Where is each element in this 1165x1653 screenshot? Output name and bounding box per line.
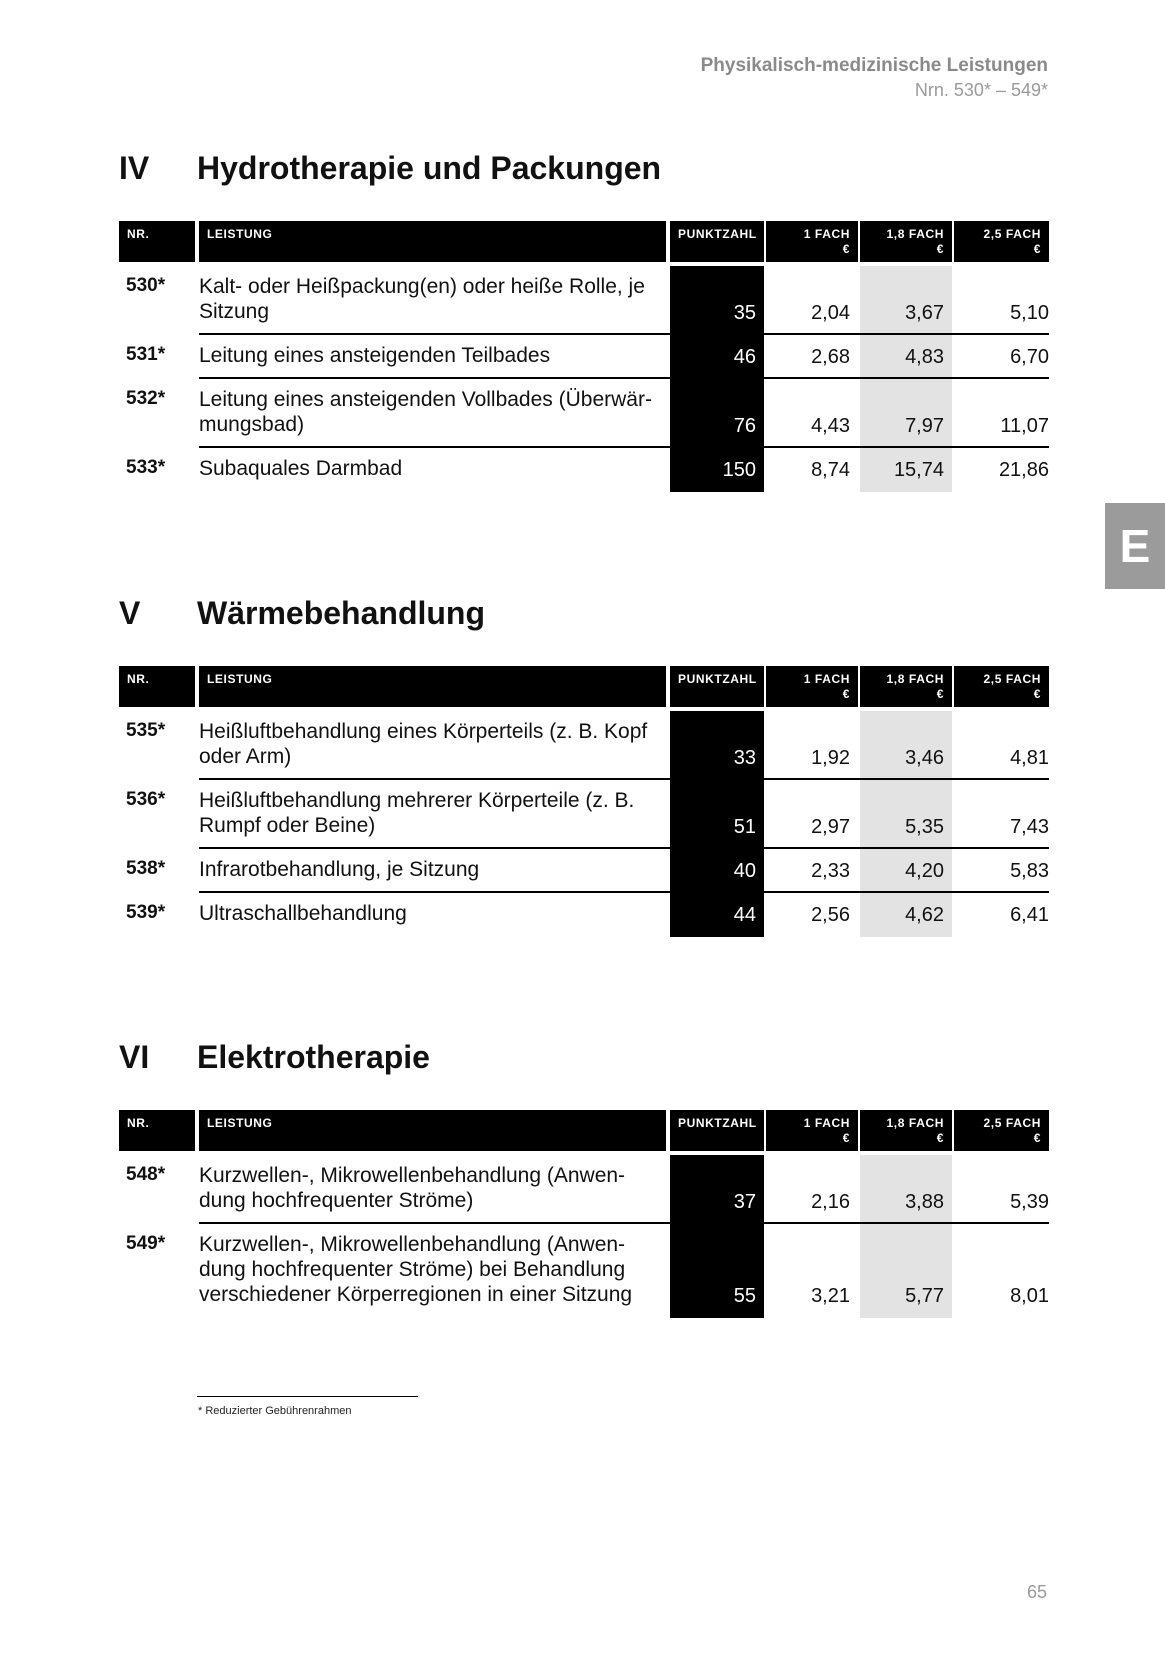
section-title: Hydrotherapie und Packungen (197, 150, 662, 186)
section-tab-e: E (1105, 503, 1165, 589)
table-row (119, 711, 1049, 780)
currency-label: € (1033, 1131, 1041, 1145)
section-heading (119, 588, 1049, 638)
col-header-leistung: LEISTUNG (199, 221, 666, 262)
row-18fach: 3,88 (905, 1191, 944, 1213)
row-description: Infrarotbehandlung, je Sitzung (199, 858, 480, 881)
col-header-1fach-label: 1 FACH (803, 227, 850, 241)
table-body (119, 266, 1049, 492)
row-25fach: 5,39 (1010, 1191, 1049, 1213)
row-25fach: 6,70 (1010, 346, 1049, 368)
table-header (119, 1110, 1049, 1151)
col-header-18fach-label: 1,8 FACH (886, 672, 944, 686)
row-25fach: 7,43 (1010, 816, 1049, 838)
row-1fach: 8,74 (811, 459, 850, 481)
row-punktzahl: 55 (733, 1285, 756, 1307)
page-number: 65 (1026, 1582, 1047, 1602)
row-description: Kalt- oder Heißpackung(en) oder heiße Rolle, je Sitzung (199, 275, 645, 323)
row-18fach: 5,35 (905, 816, 944, 838)
table-row (119, 849, 1049, 893)
table-row (119, 335, 1049, 379)
col-header-punktzahl: PUNKTZAHL (670, 1110, 764, 1151)
col-header-nr: NR. (119, 221, 195, 262)
col-header-18fach-label: 1,8 FACH (886, 1116, 944, 1130)
table-row (119, 1155, 1049, 1224)
col-header-25fach (954, 1110, 1049, 1151)
currency-label: € (1033, 687, 1041, 701)
row-25fach: 21,86 (998, 459, 1049, 481)
row-nr: 538* (126, 858, 166, 879)
section-title: Wärmebehandlung (197, 595, 486, 631)
col-header-leistung: LEISTUNG (199, 1110, 666, 1151)
row-description: Leitung eines ansteigenden Teilbades (199, 344, 551, 367)
row-description: Heißluftbehandlung mehrerer Körperteile (z. B. Rumpf oder Beine) (199, 789, 635, 837)
table-row (119, 893, 1049, 937)
row-description: Ultraschallbehandlung (199, 902, 407, 925)
col-header-nr: NR. (119, 666, 195, 707)
row-punktzahl: 37 (733, 1191, 756, 1213)
row-description: Leitung eines ansteigenden Vollbades (Überwär-mungsbad) (199, 388, 652, 436)
row-punktzahl: 46 (733, 346, 756, 368)
col-header-punktzahl: PUNKTZAHL (670, 666, 764, 707)
col-header-18fach (860, 221, 952, 262)
row-1fach: 2,56 (811, 904, 850, 926)
currency-label: € (936, 242, 944, 256)
table-header (119, 666, 1049, 707)
row-nr: 539* (126, 902, 166, 923)
row-nr: 535* (126, 720, 166, 741)
col-header-punktzahl: PUNKTZAHL (670, 221, 764, 262)
table-row (119, 780, 1049, 849)
table-row (119, 448, 1049, 492)
col-header-1fach (766, 221, 858, 262)
col-header-25fach-label: 2,5 FACH (983, 227, 1041, 241)
row-punktzahl: 150 (722, 459, 756, 481)
section-number: V (119, 595, 141, 631)
row-1fach: 4,43 (811, 415, 850, 437)
row-25fach: 5,10 (1010, 302, 1049, 324)
currency-label: € (936, 687, 944, 701)
section-0 (119, 143, 1049, 492)
col-header-1fach-label: 1 FACH (803, 672, 850, 686)
row-punktzahl: 40 (733, 860, 756, 882)
col-header-18fach (860, 666, 952, 707)
table-body (119, 711, 1049, 937)
row-description: Kurzwellen-, Mikrowellenbehandlung (Anwen-dung hochfrequenter Ströme) bei Behandlung verschiedener Körperregionen in einer Sitzung (199, 1233, 633, 1306)
row-18fach: 4,20 (905, 860, 944, 882)
col-header-1fach (766, 666, 858, 707)
page-header (701, 54, 1048, 102)
row-25fach: 6,41 (1010, 904, 1049, 926)
section-heading (119, 143, 1049, 193)
row-description: Heißluftbehandlung eines Körperteils (z. B. Kopf oder Arm) (199, 720, 648, 768)
table-header (119, 221, 1049, 262)
col-header-25fach (954, 666, 1049, 707)
row-18fach: 15,74 (893, 459, 944, 481)
section-2 (119, 1032, 1049, 1318)
section-title: Elektrotherapie (197, 1039, 430, 1075)
row-1fach: 2,97 (811, 816, 850, 838)
row-nr: 548* (126, 1164, 166, 1185)
col-header-leistung: LEISTUNG (199, 666, 666, 707)
row-1fach: 2,33 (811, 860, 850, 882)
col-header-18fach-label: 1,8 FACH (886, 227, 944, 241)
currency-label: € (842, 242, 850, 256)
row-punktzahl: 44 (733, 904, 756, 926)
col-header-18fach (860, 1110, 952, 1151)
row-1fach: 3,21 (811, 1285, 850, 1307)
row-1fach: 1,92 (811, 747, 850, 769)
row-25fach: 8,01 (1010, 1285, 1049, 1307)
col-header-1fach (766, 1110, 858, 1151)
col-header-1fach-label: 1 FACH (803, 1116, 850, 1130)
table-row (119, 379, 1049, 448)
row-nr: 531* (126, 344, 166, 365)
col-header-25fach-label: 2,5 FACH (983, 672, 1041, 686)
currency-label: € (936, 1131, 944, 1145)
row-25fach: 5,83 (1010, 860, 1049, 882)
footnote: * Reduzierter Gebührenrahmen (198, 1405, 352, 1417)
table-row (119, 266, 1049, 335)
row-punktzahl: 51 (733, 816, 756, 838)
row-punktzahl: 33 (733, 747, 756, 769)
row-1fach: 2,16 (811, 1191, 850, 1213)
footnote-divider (197, 1396, 418, 1397)
row-1fach: 2,68 (811, 346, 850, 368)
table-body (119, 1155, 1049, 1318)
section-number: VI (119, 1039, 150, 1075)
section-1 (119, 588, 1049, 937)
header-range: Nrn. 530* – 549* (914, 80, 1048, 100)
row-18fach: 5,77 (905, 1285, 944, 1307)
row-punktzahl: 76 (733, 415, 756, 437)
row-nr: 536* (126, 789, 166, 810)
col-header-25fach-label: 2,5 FACH (983, 1116, 1041, 1130)
row-1fach: 2,04 (811, 302, 850, 324)
row-18fach: 3,46 (905, 747, 944, 769)
currency-label: € (842, 687, 850, 701)
section-heading (119, 1032, 1049, 1082)
row-18fach: 3,67 (905, 302, 944, 324)
row-description: Kurzwellen-, Mikrowellenbehandlung (Anwen-dung hochfrequenter Ströme) (199, 1164, 626, 1212)
header-title: Physikalisch-medizinische Leistungen (700, 55, 1048, 76)
row-25fach: 11,07 (1000, 415, 1049, 437)
currency-label: € (1033, 242, 1041, 256)
row-nr: 530* (126, 275, 166, 296)
col-header-25fach (954, 221, 1049, 262)
col-header-nr: NR. (119, 1110, 195, 1151)
row-18fach: 4,62 (905, 904, 944, 926)
row-25fach: 4,81 (1010, 747, 1049, 769)
table-row (119, 1224, 1049, 1318)
section-number: IV (119, 150, 150, 186)
currency-label: € (842, 1131, 850, 1145)
row-nr: 533* (126, 457, 166, 478)
row-18fach: 4,83 (905, 346, 944, 368)
row-punktzahl: 35 (733, 302, 756, 324)
row-18fach: 7,97 (905, 415, 944, 437)
row-nr: 532* (126, 388, 166, 409)
row-description: Subaquales Darmbad (199, 457, 403, 480)
row-nr: 549* (126, 1233, 166, 1254)
